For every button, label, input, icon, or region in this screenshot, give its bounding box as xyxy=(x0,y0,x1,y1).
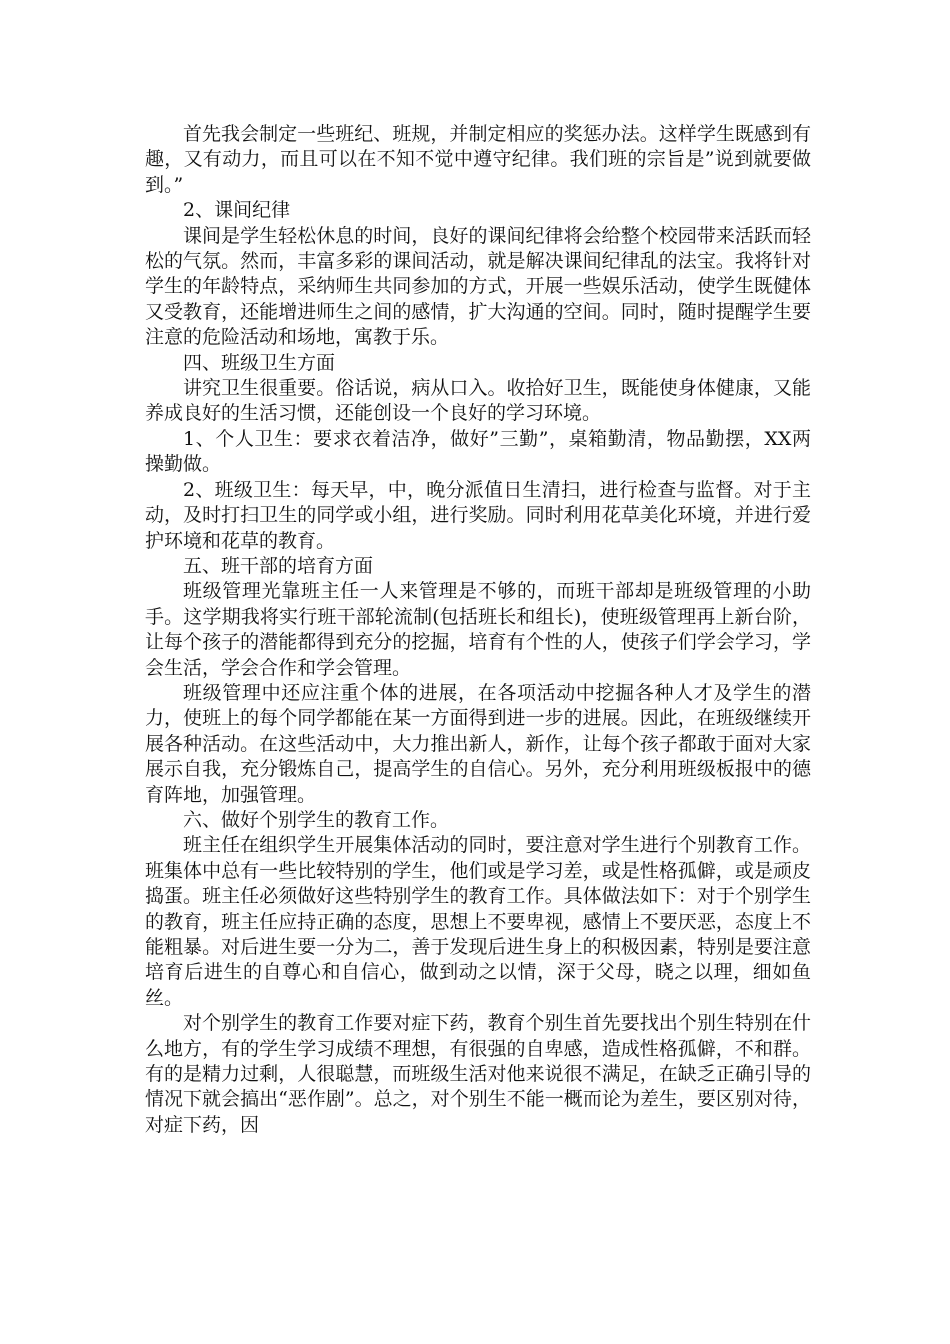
paragraph-break-discipline: 课间是学生轻松休息的时间，良好的课间纪律将会给整个校园带来活跃而轻松的气氛。然而，丰富多彩的课间活动，就是解决课间纪律乱的法宝。我将针对学生的年龄特点，采纳师生共同参加的方式，开展一些娱乐活动，使学生既健体又受教育，还能增进师生之间的感情，扩大沟通的空间。同时，随时提醒学生要注意的危险活动和场地，寓教于乐。 xyxy=(145,224,811,349)
paragraph-personal-hygiene: 1、个人卫生：要求衣着洁净，做好”三勤”，桌箱勤清，物品勤摆，XX两操勤做。 xyxy=(145,427,811,476)
paragraph-individual-development: 班级管理中还应注重个体的进展，在各项活动中挖掘各种人才及学生的潜力，使班上的每个同学都能在某一方面得到进一步的进展。因此，在班级继续开展各种活动。在这些活动中，大力推出新人，新作，让每个孩子都敢于面对大家展示自我，充分锻炼自己，提高学生的自信心。另外，充分利用班级板报中的德育阵地，加强管理。 xyxy=(145,681,811,806)
paragraph-class-cadres: 班级管理光靠班主任一人来管理是不够的，而班干部却是班级管理的小助手。这学期我将实行班干部轮流制(包括班长和组长)，使班级管理再上新台阶，让每个孩子的潜能都得到充分的挖掘，培育有个性的人，使孩子们学会学习，学会生活，学会合作和学会管理。 xyxy=(145,580,811,679)
heading-class-cadres: 五、班干部的培育方面 xyxy=(183,554,374,577)
paragraph-class-hygiene: 2、班级卫生：每天早，中，晚分派值日生清扫，进行检查与监督。对于主动，及时打扫卫生的同学或小组，进行奖励。同时利用花草美化环境，并进行爱护环境和花草的教育。 xyxy=(145,478,811,552)
paragraph-targeted-education: 对个别学生的教育工作要对症下药，教育个别生首先要找出个别生特别在什么地方，有的学生学习成绩不理想，有很强的自卑感，造成性格孤僻，不和群。有的是精力过剩，人很聪慧，而班级生活对他来说很不满足，在缺乏正确引导的情况下就会搞出“恶作剧”。总之，对个别生不能一概而论为差生，要区别对待，对症下药，因 xyxy=(145,1012,811,1136)
document-body xyxy=(145,122,811,1138)
paragraph-class-rules: 首先我会制定一些班纪、班规，并制定相应的奖惩办法。这样学生既感到有趣，又有动力，而且可以在不知不觉中遵守纪律。我们班的宗旨是”说到就要做到。” xyxy=(145,123,811,196)
paragraph-hygiene-intro: 讲究卫生很重要。俗话说，病从口入。收拾好卫生，既能使身体健康，又能养成良好的生活习惯，还能创设一个良好的学习环境。 xyxy=(145,377,811,425)
heading-individual-students: 六、做好个别学生的教育工作。 xyxy=(183,808,450,831)
paragraph-individual-education: 班主任在组织学生开展集体活动的同时，要注意对学生进行个别教育工作。班集体中总有一些比较特别的学生，他们或是学习差，或是性格孤僻，或是顽皮捣蛋。班主任必须做好这些特别学生的教育工作。具体做法如下：对于个别学生的教育，班主任应持正确的态度，思想上不要卑视，感情上不要厌恶，态度上不能粗暴。对后进生要一分为二，善于发现后进生身上的积极因素，特别是要注意培育后进生的自尊心和自信心，做到动之以情，深于父母，晓之以理，细如鱼丝。 xyxy=(145,834,811,1009)
heading-hygiene: 四、班级卫生方面 xyxy=(183,351,336,374)
heading-break-discipline: 2、课间纪律 xyxy=(183,199,291,222)
